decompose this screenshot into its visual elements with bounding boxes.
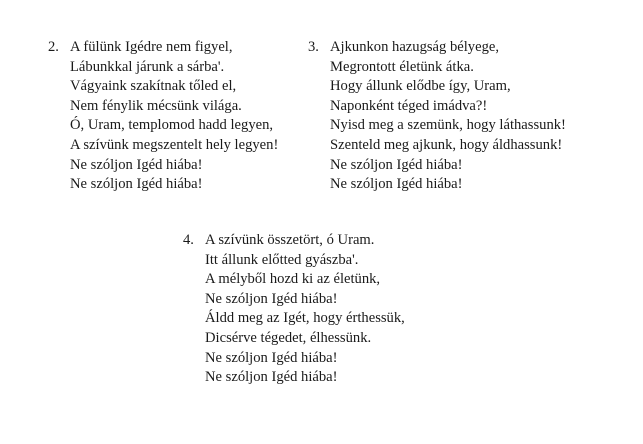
- verse-line: A mélyből hozd ki az életünk,: [205, 271, 381, 288]
- verse-line: Ne szóljon Igéd hiába!: [205, 349, 338, 366]
- verse-line: Ne szóljon Igéd hiába!: [205, 369, 338, 386]
- verse-line: A szívünk összetört, ó Uram.: [205, 232, 375, 248]
- stanza-number: 2.: [48, 39, 59, 55]
- verse-line: Ne szóljon Igéd hiába!: [330, 176, 463, 193]
- stanza-4: [183, 231, 405, 388]
- verse-line: A szívünk megszentelt hely legyen!: [70, 136, 279, 153]
- verse-line: Áldd meg az Igét, hogy érthessük,: [205, 310, 405, 327]
- stanza-number: 4.: [183, 232, 194, 248]
- stanza-lines: [330, 38, 566, 195]
- verse-line: Lábunkkal járunk a sárba'.: [70, 58, 225, 75]
- verse-line: Ne szóljon Igéd hiába!: [70, 156, 203, 173]
- stanza-lines: [205, 231, 405, 388]
- verse-line: Dicsérve tégedet, élhessünk.: [205, 329, 372, 346]
- stanza-lines: [70, 38, 278, 195]
- verse-line: Ó, Uram, templomod hadd legyen,: [70, 117, 274, 134]
- stanza-3: [308, 38, 566, 195]
- verse-line: Ajkunkon hazugság bélyege,: [330, 39, 499, 55]
- verse-line: Ne szóljon Igéd hiába!: [205, 290, 338, 307]
- verse-line: Nyisd meg a szemünk, hogy láthassunk!: [330, 117, 566, 134]
- verse-line: Nem fénylik mécsünk világa.: [70, 97, 242, 114]
- stanza-2: [48, 38, 278, 195]
- verse-line: Hogy állunk elődbe így, Uram,: [330, 78, 511, 95]
- verse-line: Itt állunk előtted gyászba'.: [205, 251, 359, 268]
- verse-line: Megrontott életünk átka.: [330, 58, 474, 75]
- stanza-number: 3.: [308, 39, 319, 55]
- verse-line: Ne szóljon Igéd hiába!: [70, 176, 203, 193]
- verse-line: Szenteld meg ajkunk, hogy áldhassunk!: [330, 136, 563, 153]
- verse-line: Naponként téged imádva?!: [330, 97, 488, 114]
- verse-line: Ne szóljon Igéd hiába!: [330, 156, 463, 173]
- verse-line: Vágyaink szakítnak tőled el,: [70, 78, 237, 95]
- verse-line: A fülünk Igédre nem figyel,: [70, 39, 233, 55]
